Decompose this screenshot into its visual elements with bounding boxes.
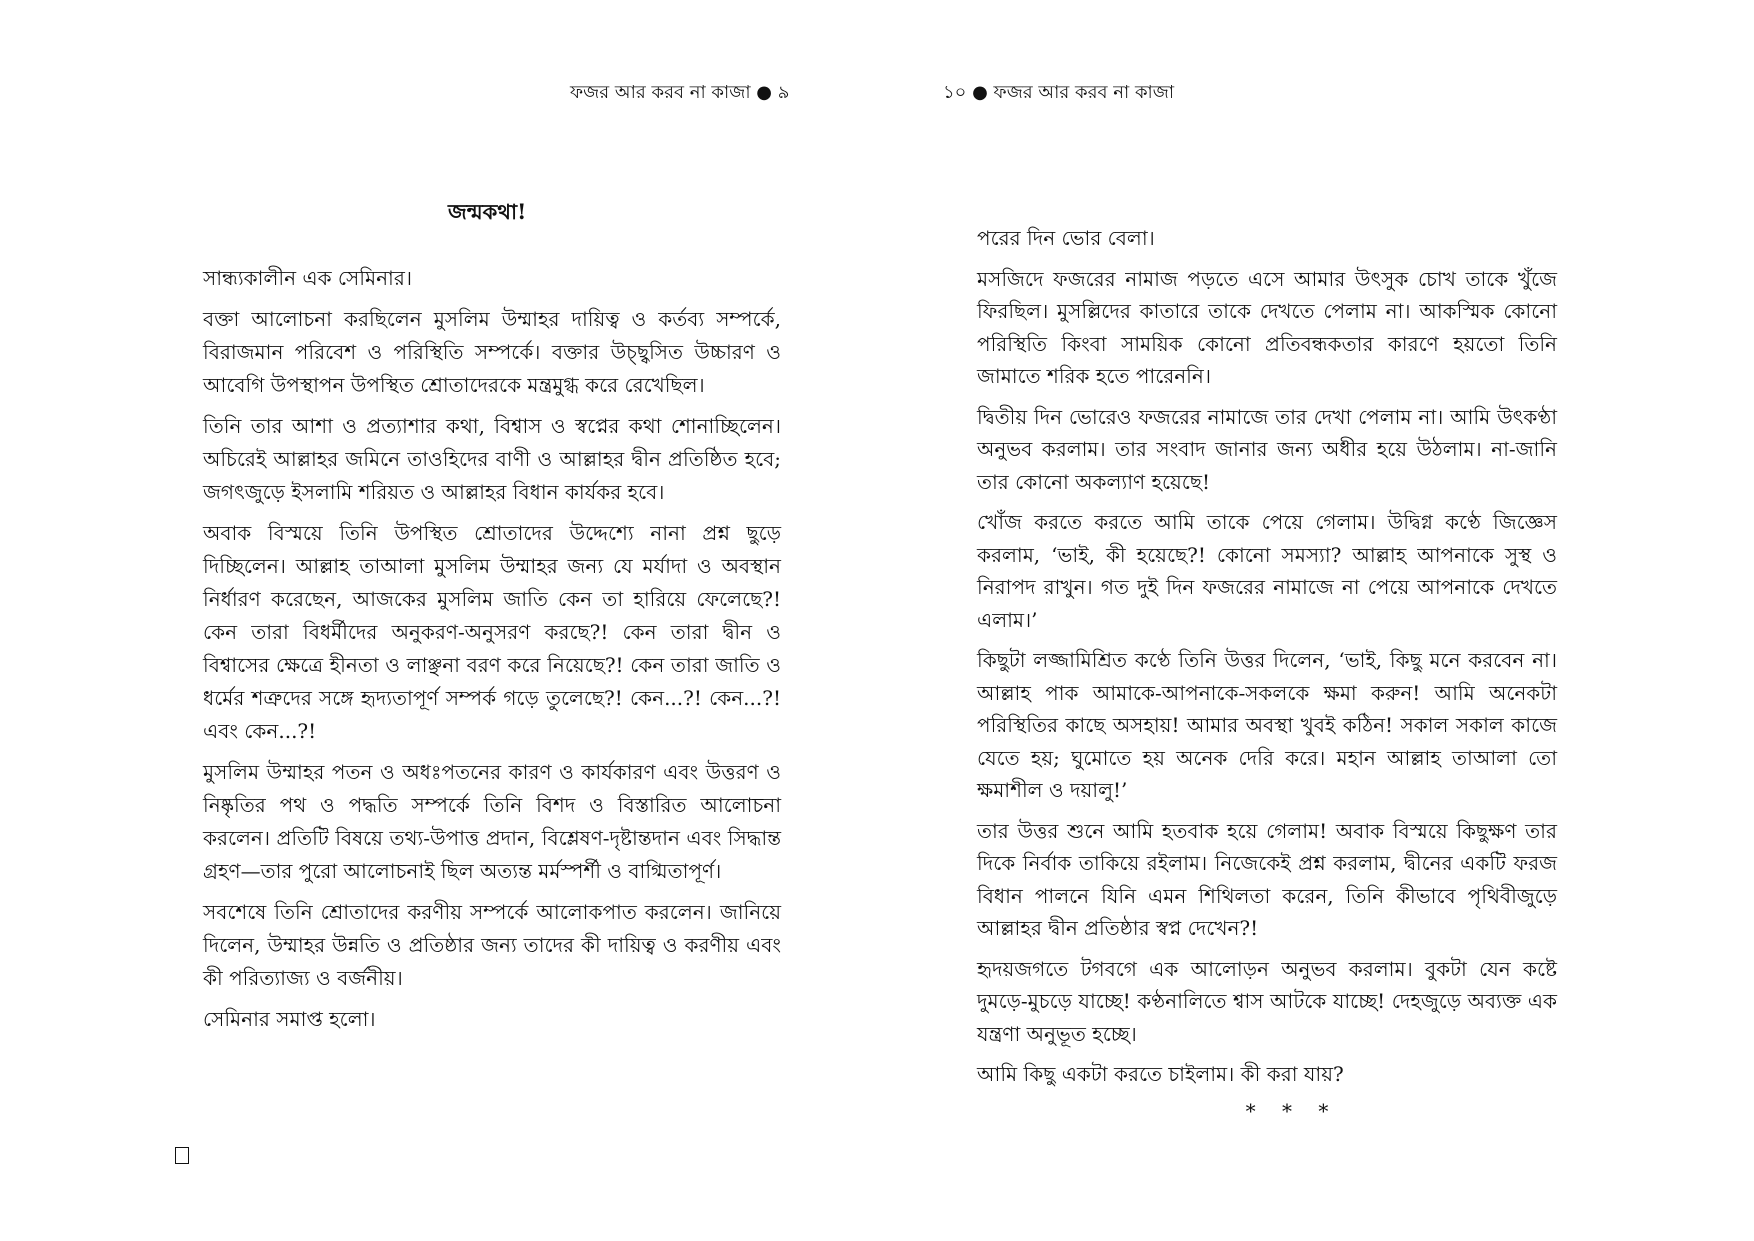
paragraph: দ্বিতীয় দিন ভোরেও ফজরের নামাজে তার দেখা পেলাম না। আমি উৎকণ্ঠা অনুভব করলাম। তার সংবাদ জানার জন্য অধীর হয়ে উঠলাম। না-জানি তার কোনো অকল্যাণ হয়েছে! — [977, 404, 1557, 494]
chapter-title: জন্মকথা! — [448, 199, 527, 224]
section-break-asterisks: * * * — [1245, 1098, 1339, 1123]
paragraph: মুসলিম উম্মাহর পতন ও অধঃপতনের কারণ ও কার্যকারণ এবং উত্তরণ ও নিষ্কৃতির পথ ও পদ্ধতি সম্পর্কে তিনি বিশদ ও বিস্তারিত আলোচনা করলেন। প্রতিটি বিষয়ে তথ্য-উপাত্ত প্রদান, বিশ্লেষণ-দৃষ্টান্তদান এবং সিদ্ধান্ত গ্রহণ—তার পুরো আলোচনাই ছিল অত্যন্ত মর্মস্পর্শী ও বাগ্মিতাপূর্ণ। — [203, 760, 781, 883]
right-page — [877, 0, 1754, 1241]
paragraph: মসজিদে ফজরের নামাজ পড়তে এসে আমার উৎসুক চোখ তাকে খুঁজে ফিরছিল। মুসল্লিদের কাতারে তাকে দেখতে পেলাম না। আকস্মিক কোনো পরিস্থিতি কিংবা সাময়িক কোনো প্রতিবন্ধকতার কারণে হয়তো তিনি জামাতে শরিক হতে পারেননি। — [977, 266, 1557, 388]
paragraph: তিনি তার আশা ও প্রত্যাশার কথা, বিশ্বাস ও স্বপ্নের কথা শোনাচ্ছিলেন। অচিরেই আল্লাহর জমিনে তাওহিদের বাণী ও আল্লাহর দ্বীন প্রতিষ্ঠিত হবে; জগৎজুড়ে ইসলামি শরিয়ত ও আল্লাহর বিধান কার্যকর হবে। — [203, 414, 781, 504]
paragraph: অবাক বিস্ময়ে তিনি উপস্থিত শ্রোতাদের উদ্দেশ্যে নানা প্রশ্ন ছুড়ে দিচ্ছিলেন। আল্লাহ তাআলা মুসলিম উম্মাহর জন্য যে মর্যাদা ও অবস্থান নির্ধারণ করেছেন, আজকের মুসলিম জাতি কেন তা হারিয়ে ফেলেছে?! কেন তারা বিধর্মীদের অনুকরণ-অনুসরণ করছে?! কেন তারা দ্বীন ও বিশ্বাসের ক্ষেত্রে হীনতা ও লাঞ্ছনা বরণ করে নিয়েছে?! কেন তারা জাতি ও ধর্মের শত্রুদের সঙ্গে হৃদ্যতাপূর্ণ সম্পর্ক গড়ে তুলেছে?! কেন...?! কেন...?! এবং কেন...?! — [203, 521, 781, 743]
paragraph: সবশেষে তিনি শ্রোতাদের করণীয় সম্পর্কে আলোকপাত করলেন। জানিয়ে দিলেন, উম্মাহর উন্নতি ও প্রতিষ্ঠার জন্য তাদের কী দায়িত্ব ও করণীয় এবং কী পরিত্যাজ্য ও বর্জনীয়। — [203, 900, 781, 990]
right-text-block — [977, 222, 1557, 1123]
paragraph: পরের দিন ভোর বেলা। — [977, 226, 1155, 250]
paragraph: কিছুটা লজ্জামিশ্রিত কণ্ঠে তিনি উত্তর দিলেন, ‘ভাই, কিছু মনে করবেন না। আল্লাহ পাক আমাকে-আপনাকে-সকলকে ক্ষমা করুন! আমি অনেকটা পরিস্থিতির কাছে অসহায়! আমার অবস্থা খুবই কঠিন! সকাল সকাল কাজে যেতে হয়; ঘুমোতে হয় অনেক দেরি করে। মহান আল্লাহ তাআলা তো ক্ষমাশীল ও দয়ালু!’ — [977, 648, 1557, 802]
paragraph: সান্ধ্যকালীন এক সেমিনার। — [203, 266, 412, 290]
paragraph: বক্তা আলোচনা করছিলেন মুসলিম উম্মাহর দায়িত্ব ও কর্তব্য সম্পর্কে, বিরাজমান পরিবেশ ও পরিস্থিতি সম্পর্কে। বক্তার উচ্ছ্বসিত উচ্চারণ ও আবেগি উপস্থাপন উপস্থিত শ্রোতাদেরকে মন্ত্রমুগ্ধ করে রেখেছিল। — [203, 307, 781, 397]
page-marker-box — [175, 1147, 189, 1164]
left-running-header: ফজর আর করব না কাজা ● ৯ — [570, 82, 790, 103]
paragraph: সেমিনার সমাপ্ত হলো। — [203, 1007, 376, 1031]
right-running-header: ১০ ● ফজর আর করব না কাজা — [943, 82, 1175, 103]
paragraph: খোঁজ করতে করতে আমি তাকে পেয়ে গেলাম। উদ্বিগ্ন কণ্ঠে জিজ্ঞেস করলাম, ‘ভাই, কী হয়েছে?! কোনো সমস্যা? আল্লাহ আপনাকে সুস্থ ও নিরাপদ রাখুন। গত দুই দিন ফজরের নামাজে না পেয়ে আপনাকে দেখতে এলাম।’ — [977, 510, 1557, 632]
left-text-block — [203, 262, 781, 1044]
paragraph: আমি কিছু একটা করতে চাইলাম। কী করা যায়? — [977, 1062, 1344, 1086]
paragraph: তার উত্তর শুনে আমি হতবাক হয়ে গেলাম! অবাক বিস্ময়ে কিছুক্ষণ তার দিকে নির্বাক তাকিয়ে রইলাম। নিজেকেই প্রশ্ন করলাম, দ্বীনের একটি ফরজ বিধান পালনে যিনি এমন শিথিলতা করেন, তিনি কীভাবে পৃথিবীজুড়ে আল্লাহর দ্বীন প্রতিষ্ঠার স্বপ্ন দেখেন?! — [977, 818, 1557, 940]
paragraph: হৃদয়জগতে টগবগে এক আলোড়ন অনুভব করলাম। বুকটা যেন কষ্টে দুমড়ে-মুচড়ে যাচ্ছে! কণ্ঠনালিতে শ্বাস আটকে যাচ্ছে! দেহজুড়ে অব্যক্ত এক যন্ত্রণা অনুভূত হচ্ছে। — [977, 956, 1557, 1046]
